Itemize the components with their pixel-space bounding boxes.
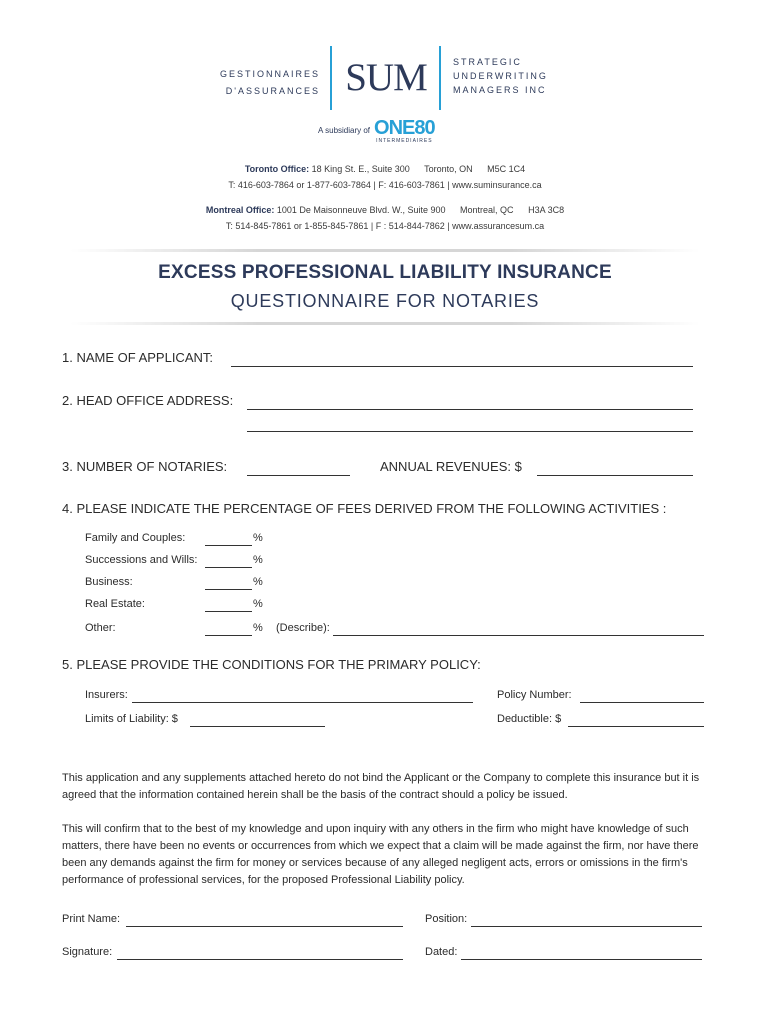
activity-business-unit: %	[253, 576, 263, 588]
toronto-office	[0, 161, 770, 177]
dated-field[interactable]	[461, 959, 702, 960]
activity-business-field[interactable]	[205, 589, 252, 590]
montreal-label: Montreal Office:	[205, 205, 275, 215]
head-office-address-field-1[interactable]	[247, 409, 693, 410]
deductible-label: Deductible: $	[497, 713, 562, 725]
q1-label: 1. NAME OF APPLICANT:	[62, 350, 213, 365]
position-field[interactable]	[471, 926, 702, 927]
subsidiary-text: A subsidiary of	[318, 126, 371, 135]
activity-real-estate-field[interactable]	[205, 611, 252, 612]
limits-of-liability-field[interactable]	[190, 726, 325, 727]
q2-label: 2. HEAD OFFICE ADDRESS:	[62, 393, 234, 408]
insurers-field[interactable]	[132, 702, 473, 703]
print-name-label: Print Name:	[62, 913, 121, 925]
logo-right-line3: MANAGERS INC	[453, 85, 547, 95]
describe-field[interactable]	[333, 635, 704, 636]
page-title: EXCESS PROFESSIONAL LIABILITY INSURANCE	[158, 262, 612, 283]
montreal-office	[0, 202, 770, 218]
activity-other-label: Other:	[85, 622, 116, 634]
q3-label: 3. NUMBER OF NOTARIES:	[62, 459, 228, 474]
policy-number-field[interactable]	[580, 702, 704, 703]
head-office-address-field-2[interactable]	[247, 431, 693, 432]
insurers-label: Insurers:	[85, 689, 128, 701]
number-of-notaries-field[interactable]	[247, 475, 350, 476]
divider-bottom	[70, 322, 700, 325]
one80-brand-sub: INTERMEDIAIRES	[376, 138, 433, 144]
one80-logo	[374, 118, 435, 144]
logo-left-line1: GESTIONNAIRES	[219, 69, 320, 79]
activity-family-label: Family and Couples:	[85, 532, 186, 544]
activity-successions-unit: %	[253, 554, 263, 566]
logo-right-text	[453, 55, 653, 97]
logo-sum: SUM	[345, 56, 427, 99]
activity-successions-field[interactable]	[205, 567, 252, 568]
page-subtitle: QUESTIONNAIRE FOR NOTARIES	[230, 291, 540, 311]
activity-successions-label: Successions and Wills:	[85, 554, 198, 566]
activity-business-label: Business:	[85, 576, 133, 588]
binding-disclaimer: This application and any supplements attached hereto do not bind the Applicant or the Company to complete this insurance but it is agreed that the information contained herein shall be the basis of the contract should a policy be issued.	[62, 772, 700, 801]
activity-real-estate-unit: %	[253, 598, 263, 610]
describe-label: (Describe):	[276, 622, 330, 634]
activity-real-estate-label: Real Estate:	[85, 598, 145, 610]
print-name-field[interactable]	[126, 926, 403, 927]
position-label: Position:	[425, 913, 468, 925]
signature-field[interactable]	[117, 959, 403, 960]
logo-left-text	[120, 66, 320, 100]
toronto-phones: T: 416-603-7864 or 1-877-603-7864 | F: 416-603-7861 | www.suminsurance.ca	[228, 180, 542, 190]
toronto-city: Toronto, ON	[424, 164, 473, 174]
one80-brand: ONE80	[374, 117, 435, 139]
q4-label: 4. PLEASE INDICATE THE PERCENTAGE OF FEES DERIVED FROM THE FOLLOWING ACTIVITIES :	[62, 501, 667, 516]
montreal-city: Montreal, QC	[460, 205, 514, 215]
annual-revenues-field[interactable]	[537, 475, 693, 476]
annual-revenues-label: ANNUAL REVENUES: $	[380, 459, 522, 474]
logo-right-line2: UNDERWRITING	[453, 71, 548, 81]
divider-top	[70, 249, 700, 252]
deductible-field[interactable]	[568, 726, 704, 727]
applicant-name-field[interactable]	[231, 366, 693, 367]
toronto-label: Toronto Office:	[244, 164, 310, 174]
activity-family-field[interactable]	[205, 545, 252, 546]
toronto-address: 18 King St. E., Suite 300	[311, 164, 410, 174]
montreal-postal: H3A 3C8	[528, 205, 565, 215]
limits-of-liability-label: Limits of Liability: $	[85, 713, 178, 725]
subsidiary-line	[318, 118, 435, 146]
montreal-address: 1001 De Maisonneuve Blvd. W., Suite 900	[276, 205, 446, 215]
toronto-postal: M5C 1C4	[487, 164, 526, 174]
logo-right-line1: STRATEGIC	[453, 57, 522, 67]
logo-divider-right	[439, 46, 441, 110]
policy-number-label: Policy Number:	[497, 689, 572, 701]
activity-other-unit: %	[253, 622, 263, 634]
activity-other-field[interactable]	[205, 635, 252, 636]
signature-label: Signature:	[62, 946, 113, 958]
q5-label: 5. PLEASE PROVIDE THE CONDITIONS FOR THE PRIMARY POLICY:	[62, 657, 481, 672]
logo-left-line2: D'ASSURANCES	[225, 86, 320, 96]
montreal-phones: T: 514-845-7861 or 1-855-845-7861 | F : 514-844-7862 | www.assurancesum.ca	[225, 221, 545, 231]
dated-label: Dated:	[425, 946, 458, 958]
knowledge-declaration: This will confirm that to the best of my knowledge and upon inquiry with any others in the firm who might have knowledge of such matters, there have been no events or occurrences from which we expect that a claim will be made against the firm, nor have there been any demands against the firm for money or services because of any alleged negligent acts, errors or omissions in the firm's performance of professional services, for the proposed Professional Liability policy.	[62, 823, 699, 886]
activity-family-unit: %	[253, 532, 263, 544]
logo-divider-left	[330, 46, 332, 110]
